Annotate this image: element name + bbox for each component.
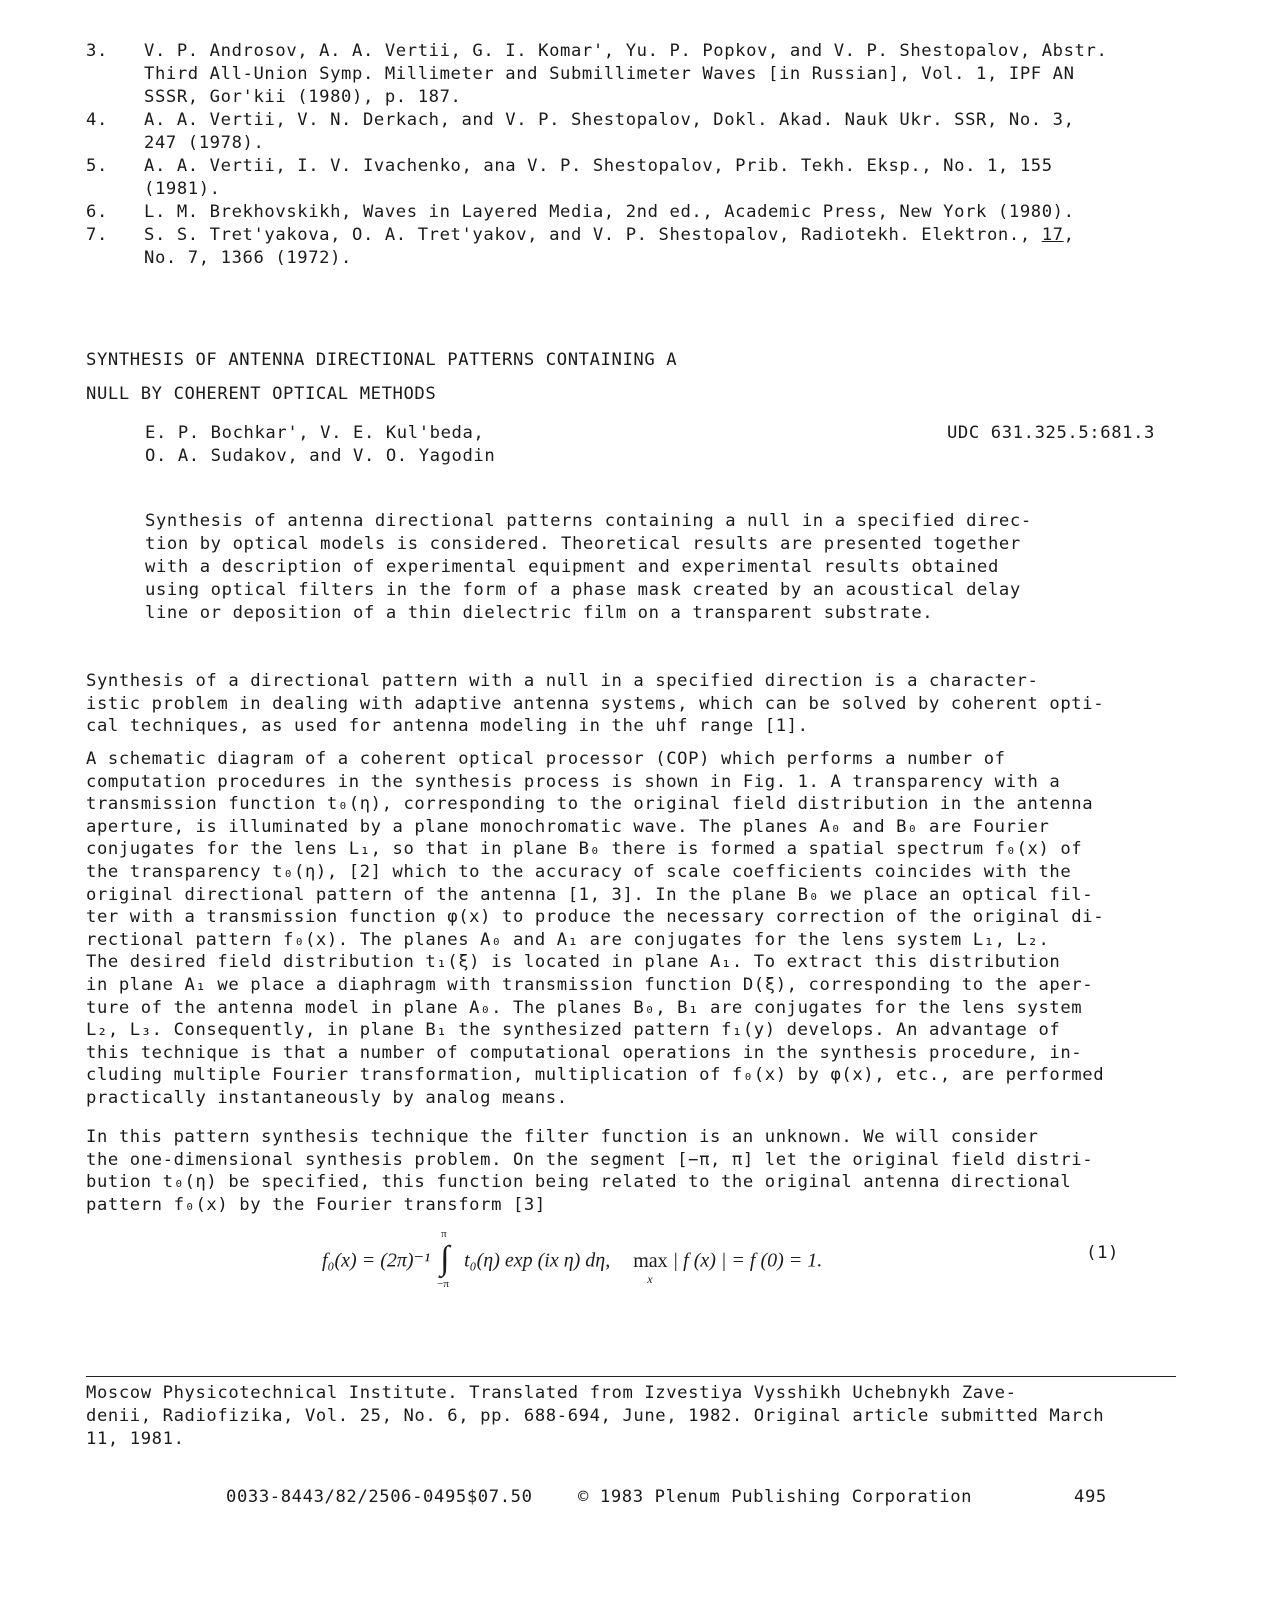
abstract: Synthesis of antenna directional patterns containing a null in a specified direc- tion by optical models is considered. Theoretical results are presented together with a description of experimental equipment and experimental results obtained using optical filters in the form of a phase mask created by an acoustical delay line or deposition of a thin dielectric film on a transparent substrate. [145,511,1032,623]
equation-number: (1) [1086,1243,1119,1263]
article-code: 0033-8443/82/2506-0495$07.50 [226,1487,533,1507]
article-title-line: NULL BY COHERENT OPTICAL METHODS [86,384,437,404]
integral-sign [435,1228,459,1292]
footnote-divider [86,1376,1176,1377]
equation-rhs: | f (x) | = f (0) = 1. [672,1249,823,1272]
equation-integrand: t₀(η) exp (ix η) dη, [464,1249,611,1272]
reference-number: 3. [86,41,108,61]
integral-upper-limit: π [441,1228,447,1240]
article-title-line: SYNTHESIS OF ANTENNA DIRECTIONAL PATTERNS CONTAINING A [86,350,678,370]
reference-number: 7. [86,225,108,245]
reference-volume: 17 [1041,225,1064,245]
reference-list [86,40,1176,270]
reference-text-part: , No. 7, 1366 (1972). [144,225,1075,268]
reference-item [86,40,1176,109]
reference-item [86,201,1176,224]
reference-item [86,109,1176,155]
equation [322,1228,823,1292]
page-number: 495 [1074,1487,1107,1507]
article-title [86,343,677,411]
reference-item [86,155,1176,201]
body-paragraph: Synthesis of a directional pattern with a null in a specified direction is a character- istic problem in dealing with adaptive antenna systems, which can be solved by coherent opti- cal techniques, as used for antenna modeling in the uhf range [1]. [86,671,1105,737]
equation-max-subscript: x [647,1271,653,1286]
equation-max [633,1249,668,1286]
reference-text: V. P. Androsov, A. A. Vertii, G. I. Komar', Yu. P. Popkov, and V. P. Shestopalov, Abstr. Third All-Union Symp. Millimeter and Submillimeter Waves [in Russian], Vol. 1, IPF AN SSSR, Gor'kii (1980), p. 187. [144,41,1108,107]
reference-number: 5. [86,156,108,176]
reference-text: L. M. Brekhovskikh, Waves in Layered Media, 2nd ed., Academic Press, New York (1980). [144,202,1075,222]
reference-text-part: S. S. Tret'yakova, O. A. Tret'yakov, and V. P. Shestopalov, Radiotekh. Elektron., [144,225,1042,245]
reference-item [86,224,1176,270]
udc-code: UDC 631.325.5:681.3 [946,423,1155,443]
body-paragraph: In this pattern synthesis technique the filter function is an unknown. We will consider the one-dimensional synthesis problem. On the segment [−π, π] let the original field distri- bution t₀(η) be specified, this function being related to the original antenna directional pattern f₀(x) by the Fourier transform [3] [86,1127,1094,1215]
equation-lhs: f₀(x) = (2π)⁻¹ [322,1249,431,1272]
footnote: Moscow Physicotechnical Institute. Translated from Izvestiya Vysshikh Uchebnykh Zave- denii, Radiofizika, Vol. 25, No. 6, pp. 688-694, June, 1982. Original article submitted March 11, 1981. [86,1383,1105,1449]
reference-number: 4. [86,110,108,130]
integral-symbol: ∫ [440,1240,450,1277]
body-paragraph: A schematic diagram of a coherent optical processor (COP) which performs a number of computation procedures in the synthesis process is shown in Fig. 1. A transparency with a transmission function t₀(η), corresponding to the original field distribution in the antenna aperture, is illuminated by a plane monochromatic wave. The planes A₀ and B₀ are Fourier conjugates for the lens L₁, so that in plane B₀ there is formed a spatial spectrum f₀(x) of the transparency t₀(η), [2] which to the accuracy of scale coefficients coincides with the original directional pattern of the antenna [1, 3]. In the plane B₀ we place an optical fil- ter with a transmission function φ(x) to produce the necessary correction of the original di- rectional pattern f₀(x). The planes A₀ and A₁ are conjugates for the lens system L₁, L₂. The desired field distribution t₁(ξ) is located in plane A₁. To extract this distribution in plane A₁ we place a diaphragm with transmission function D(ξ), corresponding to the aper- ture of the antenna model in plane A₀. The planes B₀, B₁ are conjugates for the lens system L₂, L₃. Consequently, in plane B₁ the synthesized pattern f₁(y) develops. An advantage of this technique is that a number of computational operations in the synthesis procedure, in- cluding multiple Fourier transformation, multiplication of f₀(x) by φ(x), etc., are performed practically instantaneously by analog means. [86,749,1105,1108]
copyright-notice: © 1983 Plenum Publishing Corporation [578,1487,973,1507]
integral-lower-limit: −π [437,1278,449,1290]
reference-text: A. A. Vertii, V. N. Derkach, and V. P. Shestopalov, Dokl. Akad. Nauk Ukr. SSR, No. 3, 247 (1978). [144,110,1075,153]
reference-number: 6. [86,202,108,222]
reference-text [144,224,1176,270]
reference-text: A. A. Vertii, I. V. Ivachenko, ana V. P. Shestopalov, Prib. Tekh. Eksp., No. 1, 155 (1981). [144,156,1053,199]
equation-max-text: max [633,1249,668,1272]
author-list: E. P. Bochkar', V. E. Kul'beda, O. A. Sudakov, and V. O. Yagodin [145,423,496,466]
